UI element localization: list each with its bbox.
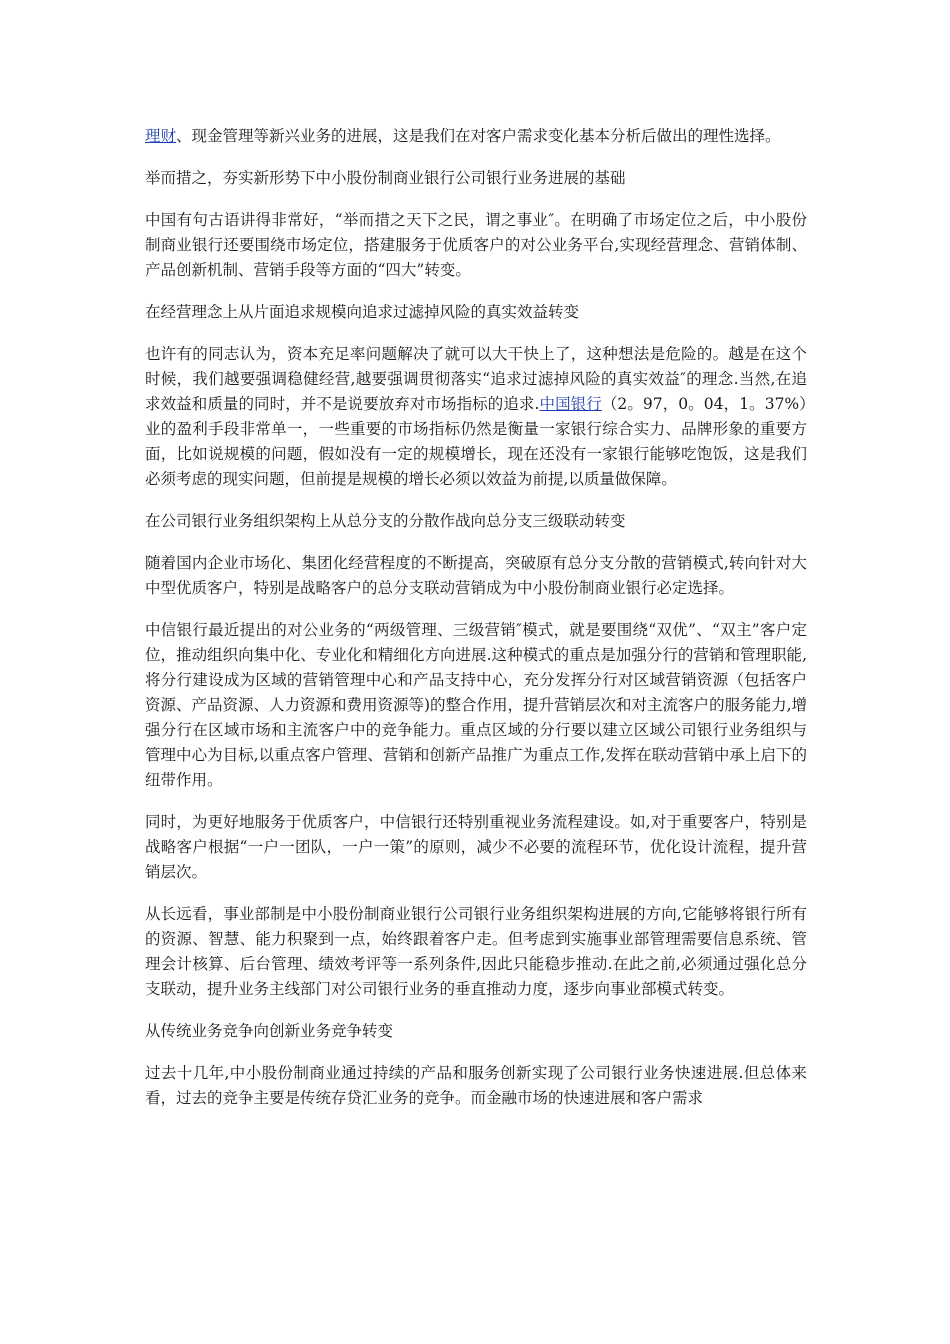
paragraph-6: 同时，为更好地服务于优质客户，中信银行还特别重视业务流程建设。如,对于重要客户，特别是战略客户根据“一户一团队，一户一策”的原则，减少不必要的流程环节，优化设计流程，提升营销层次。 [145,813,807,881]
paragraph-7: 从长远看，事业部制是中小股份制商业银行公司银行业务组织架构进展的方向,它能够将银行所有的资源、智慧、能力积聚到一点，始终跟着客户走。但考虑到实施事业部管理需要信息系统、管理会计核算、后台管理、绩效考评等一系列条件,因此只能稳步推动.在此之前,必须通过强化总分支联动，提升业务主线部门对公司银行业务的垂直推动力度，逐步向事业部模式转变。 [145,905,807,998]
paragraph-3-text-after: （2。97，0。04，1。37%）业的盈利手段非常单一，一些重要的市场指标仍然是衡量一家银行综合实力、品牌形象的重要方面，比如说规模的问题，假如没有一定的规模增长，现在还没有一家银行能够吃饱饭，这是我们必须考虑的现实问题，但前提是规模的增长必须以效益为前提,以质量做保障。 [145,395,807,488]
paragraph-2: 中国有句古语讲得非常好，“举而措之天下之民，谓之事业″。在明确了市场定位之后，中小股份制商业银行还要围绕市场定位，搭建服务于优质客户的对公业务平台,实现经营理念、营销体制、产品创新机制、营销手段等方面的“四大”转变。 [145,211,807,279]
section-heading-4: 从传统业务竞争向创新业务竞争转变 [145,1022,394,1040]
section-heading-2: 在经营理念上从片面追求规模向追求过滤掉风险的真实效益转变 [145,303,580,321]
paragraph-5: 中信银行最近提出的对公业务的“两级管理、三级营销″模式，就是要围绕“双优”、“双主”客户定位，推动组织向集中化、专业化和精细化方向进展.这种模式的重点是加强分行的营销和管理职能,将分行建设成为区域的营销管理中心和产品支持中心，充分发挥分行对区域营销资源（包括客户资源、产品资源、人力资源和费用资源等)的整合作用，提升营销层次和对主流客户的服务能力,增强分行在区域市场和主流客户中的竞争能力。重点区域的分行要以建立区域公司银行业务组织与管理中心为目标,以重点客户管理、营销和创新产品推广为重点工作,发挥在联动营销中承上启下的纽带作用。 [145,621,807,789]
link-bank-of-china[interactable]: 中国银行 [539,395,602,413]
section-heading-3: 在公司银行业务组织架构上从总分支的分散作战向总分支三级联动转变 [145,512,626,530]
paragraph-8: 过去十几年,中小股份制商业通过持续的产品和服务创新实现了公司银行业务快速进展.但总体来看，过去的竞争主要是传统存贷汇业务的竞争。而金融市场的快速进展和客户需求 [145,1064,807,1107]
document-body [145,124,807,1128]
paragraph-3-text-before: 也许有的同志认为，资本充足率问题解决了就可以大干快上了，这种想法是危险的。越是在这个时候，我们越要强调稳健经营,越要强调贯彻落实“追求过滤掉风险的真实效益″的理念.当然,在追求效益和质量的同时，并不是说要放弃对市场指标的追求. [145,345,807,413]
link-wealth-management[interactable]: 理财 [145,127,177,145]
paragraph-4: 随着国内企业市场化、集团化经营程度的不断提高，突破原有总分支分散的营销模式,转向针对大中型优质客户，特别是战略客户的总分支联动营销成为中小股份制商业银行必定选择。 [145,554,807,597]
paragraph-1 [145,124,807,149]
paragraph-3 [145,342,807,492]
paragraph-1-text: 、现金管理等新兴业务的进展，这是我们在对客户需求变化基本分析后做出的理性选择。 [176,127,781,145]
section-heading-1: 举而措之，夯实新形势下中小股份制商业银行公司银行业务进展的基础 [145,169,626,187]
